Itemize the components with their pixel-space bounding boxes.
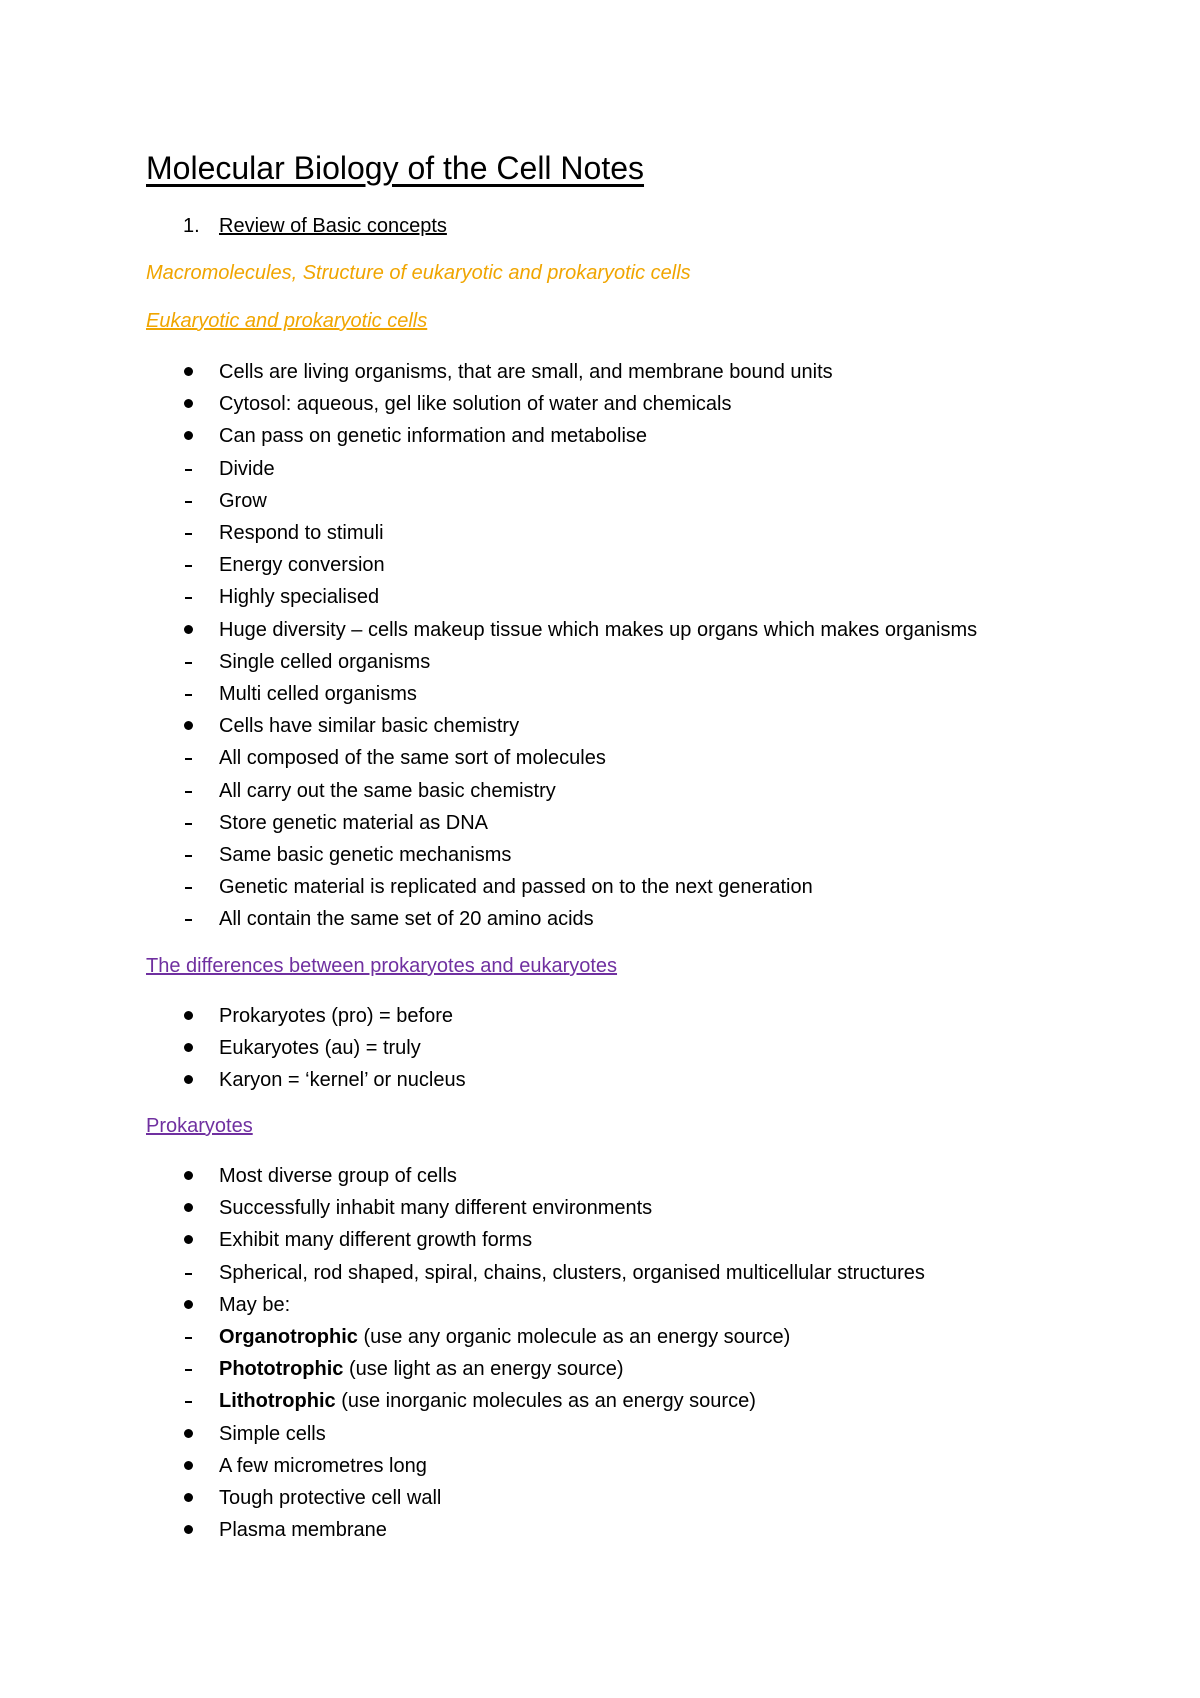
list-item-label: All composed of the same sort of molecules bbox=[219, 747, 606, 770]
list-item-label: All carry out the same basic chemistry bbox=[219, 779, 556, 802]
bullet-dash-icon bbox=[183, 840, 203, 872]
list-item-text bbox=[219, 776, 556, 806]
bullet-dash-icon bbox=[183, 1322, 203, 1354]
list-item-text bbox=[219, 615, 977, 645]
subtitle-macromolecules: Macromolecules, Structure of eukaryotic and prokaryotic cells bbox=[146, 262, 691, 284]
list-item bbox=[0, 1483, 1200, 1515]
bullet-dash-icon bbox=[183, 518, 203, 550]
page-title: Molecular Biology of the Cell Notes bbox=[146, 150, 645, 186]
list-item-text bbox=[219, 550, 385, 580]
list-item-label: Grow bbox=[219, 489, 267, 512]
bullet-dash-icon bbox=[183, 904, 203, 936]
bullet-dash-icon bbox=[183, 1386, 203, 1418]
list-item-text bbox=[219, 1322, 790, 1352]
list-item-text bbox=[219, 454, 275, 484]
list-item bbox=[0, 904, 1200, 936]
list-item bbox=[0, 518, 1200, 550]
list-item-text bbox=[219, 1515, 387, 1545]
list-item bbox=[0, 1386, 1200, 1418]
list-item-label: Can pass on genetic information and metabolise bbox=[219, 425, 648, 448]
list-item-text bbox=[219, 1225, 532, 1255]
bullet-dot-icon bbox=[183, 1193, 203, 1225]
bullet-dot-icon bbox=[183, 711, 203, 743]
bullet-dot-icon bbox=[183, 1290, 203, 1322]
bullet-dash-icon bbox=[183, 872, 203, 904]
bullet-dot-icon bbox=[183, 1225, 203, 1257]
list-item bbox=[0, 389, 1200, 421]
list-item bbox=[0, 647, 1200, 679]
list-item bbox=[0, 1001, 1200, 1033]
list-item bbox=[0, 1451, 1200, 1483]
bullet-dot-icon bbox=[183, 1161, 203, 1193]
list-item-label: A few micrometres long bbox=[219, 1454, 427, 1477]
list-item-text bbox=[219, 872, 813, 902]
list-item-text bbox=[219, 1354, 624, 1384]
list-item-label: Highly specialised bbox=[219, 586, 380, 609]
list-item-text bbox=[219, 1001, 453, 1031]
list-item-text bbox=[219, 1386, 756, 1416]
section-number: 1. bbox=[183, 215, 200, 237]
list-item-text bbox=[219, 1033, 421, 1063]
list-item-text bbox=[219, 1193, 652, 1223]
list-item-label: Genetic material is replicated and passed on to the next generation bbox=[219, 876, 813, 899]
list-item-text bbox=[219, 486, 267, 516]
list-item bbox=[0, 550, 1200, 582]
list-item-label: Spherical, rod shaped, spiral, chains, clusters, organised multicellular structures bbox=[219, 1261, 925, 1284]
list-item-label: All contain the same set of 20 amino acids bbox=[219, 908, 594, 931]
bullet-dot-icon bbox=[183, 1515, 203, 1547]
bullet-dot-icon bbox=[183, 421, 203, 453]
list-item-label: Huge diversity – cells makeup tissue which makes up organs which makes organisms bbox=[219, 618, 978, 641]
list-item bbox=[0, 1033, 1200, 1065]
bullet-dash-icon bbox=[183, 486, 203, 518]
list-item-label: (use inorganic molecules as an energy source) bbox=[335, 1390, 756, 1413]
list-item-label: Karyon = ‘kernel’ or nucleus bbox=[219, 1069, 466, 1092]
list-item-text bbox=[219, 389, 732, 419]
list-item-text bbox=[219, 711, 519, 741]
list-item-text bbox=[219, 904, 594, 934]
list-item-label: Same basic genetic mechanisms bbox=[219, 844, 512, 866]
list-item-label: Exhibit many different growth forms bbox=[219, 1229, 533, 1252]
bullet-dash-icon bbox=[183, 582, 203, 614]
bullet-dot-icon bbox=[183, 1419, 203, 1451]
list-item-label: Respond to stimuli bbox=[219, 522, 384, 544]
list-item-label: Divide bbox=[219, 457, 275, 480]
list-item-label: Most diverse group of cells bbox=[219, 1165, 457, 1187]
bullet-dot-icon bbox=[183, 615, 203, 647]
list-item-text bbox=[219, 679, 417, 709]
list-item-text bbox=[219, 1451, 427, 1481]
list-item bbox=[0, 1258, 1200, 1290]
subtitle-differences: The differences between prokaryotes and eukaryotes bbox=[146, 955, 618, 977]
list-item-label: Prokaryotes (pro) = before bbox=[219, 1005, 453, 1027]
list-item bbox=[0, 743, 1200, 775]
list-item bbox=[0, 1419, 1200, 1451]
list-item-text bbox=[219, 1483, 441, 1513]
list-item bbox=[0, 582, 1200, 614]
list-item-text bbox=[219, 808, 488, 838]
list-item-text bbox=[219, 647, 430, 677]
bullet-dash-icon bbox=[183, 679, 203, 711]
list-item-label: Cells have similar basic chemistry bbox=[219, 715, 520, 738]
bullet-dot-icon bbox=[183, 1033, 203, 1065]
list-item-bold-term: Lithotrophic bbox=[219, 1390, 336, 1413]
list-item bbox=[0, 1225, 1200, 1257]
bullet-dash-icon bbox=[183, 647, 203, 679]
list-item bbox=[0, 808, 1200, 840]
list-item-text bbox=[219, 1161, 457, 1191]
section-heading: Review of Basic concepts bbox=[219, 215, 447, 237]
subtitle-eukaryotic-prokaryotic: Eukaryotic and prokaryotic cells bbox=[146, 310, 428, 332]
bullet-dot-icon bbox=[183, 1001, 203, 1033]
list-item bbox=[0, 486, 1200, 518]
list-item-label: Multi celled organisms bbox=[219, 683, 417, 705]
list-item bbox=[0, 1354, 1200, 1386]
list-item bbox=[0, 615, 1200, 647]
list-item-text bbox=[219, 840, 511, 870]
list-item-label: Cytosol: aqueous, gel like solution of water and chemicals bbox=[219, 393, 732, 416]
bullet-dash-icon bbox=[183, 454, 203, 486]
list-item bbox=[0, 872, 1200, 904]
list-item bbox=[0, 1515, 1200, 1547]
list-item bbox=[0, 421, 1200, 453]
list-item-text bbox=[219, 1419, 326, 1449]
bullet-dash-icon bbox=[183, 776, 203, 808]
list-item-text bbox=[219, 582, 379, 612]
list-item-label: Single celled organisms bbox=[219, 650, 431, 673]
list-item-text bbox=[219, 357, 833, 387]
bullet-dash-icon bbox=[183, 808, 203, 840]
bullet-dot-icon bbox=[183, 357, 203, 389]
list-item bbox=[0, 776, 1200, 808]
list-item bbox=[0, 1322, 1200, 1354]
bullet-dash-icon bbox=[183, 1354, 203, 1386]
bullet-dash-icon bbox=[183, 550, 203, 582]
list-item bbox=[0, 711, 1200, 743]
list-item-label: Cells are living organisms, that are small, and membrane bound units bbox=[219, 361, 833, 383]
list-item bbox=[0, 1193, 1200, 1225]
list-item-label: Plasma membrane bbox=[219, 1519, 387, 1542]
list-item bbox=[0, 840, 1200, 872]
list-item-label: Successfully inhabit many different environments bbox=[219, 1197, 653, 1220]
list-item-label: Eukaryotes (au) = truly bbox=[219, 1037, 421, 1060]
list-item bbox=[0, 1290, 1200, 1322]
list-item-label: (use any organic molecule as an energy source) bbox=[357, 1326, 791, 1348]
subtitle-prokaryotes: Prokaryotes bbox=[146, 1115, 253, 1137]
list-item bbox=[0, 357, 1200, 389]
list-item bbox=[0, 1065, 1200, 1097]
list-item-text bbox=[219, 518, 384, 548]
list-item-text bbox=[219, 743, 606, 773]
bullet-dot-icon bbox=[183, 1065, 203, 1097]
bullet-dot-icon bbox=[183, 1483, 203, 1515]
list-item-text bbox=[219, 1065, 466, 1095]
list-item-bold-term: Phototrophic bbox=[219, 1358, 344, 1381]
list-item-text bbox=[219, 421, 647, 451]
bullet-dot-icon bbox=[183, 1451, 203, 1483]
bullet-dot-icon bbox=[183, 389, 203, 421]
list-item-bold-term: Organotrophic bbox=[219, 1326, 358, 1348]
list-item bbox=[0, 679, 1200, 711]
list-item bbox=[0, 1161, 1200, 1193]
list-item-label: May be: bbox=[219, 1293, 291, 1316]
list-item-text bbox=[219, 1258, 925, 1288]
list-item-label: (use light as an energy source) bbox=[343, 1358, 624, 1381]
list-item bbox=[0, 454, 1200, 486]
list-item-label: Simple cells bbox=[219, 1422, 326, 1445]
bullet-dash-icon bbox=[183, 1258, 203, 1290]
list-item-label: Energy conversion bbox=[219, 554, 385, 577]
list-item-text bbox=[219, 1290, 290, 1320]
list-item-label: Store genetic material as DNA bbox=[219, 811, 489, 834]
list-item-label: Tough protective cell wall bbox=[219, 1487, 442, 1509]
bullet-dash-icon bbox=[183, 743, 203, 775]
